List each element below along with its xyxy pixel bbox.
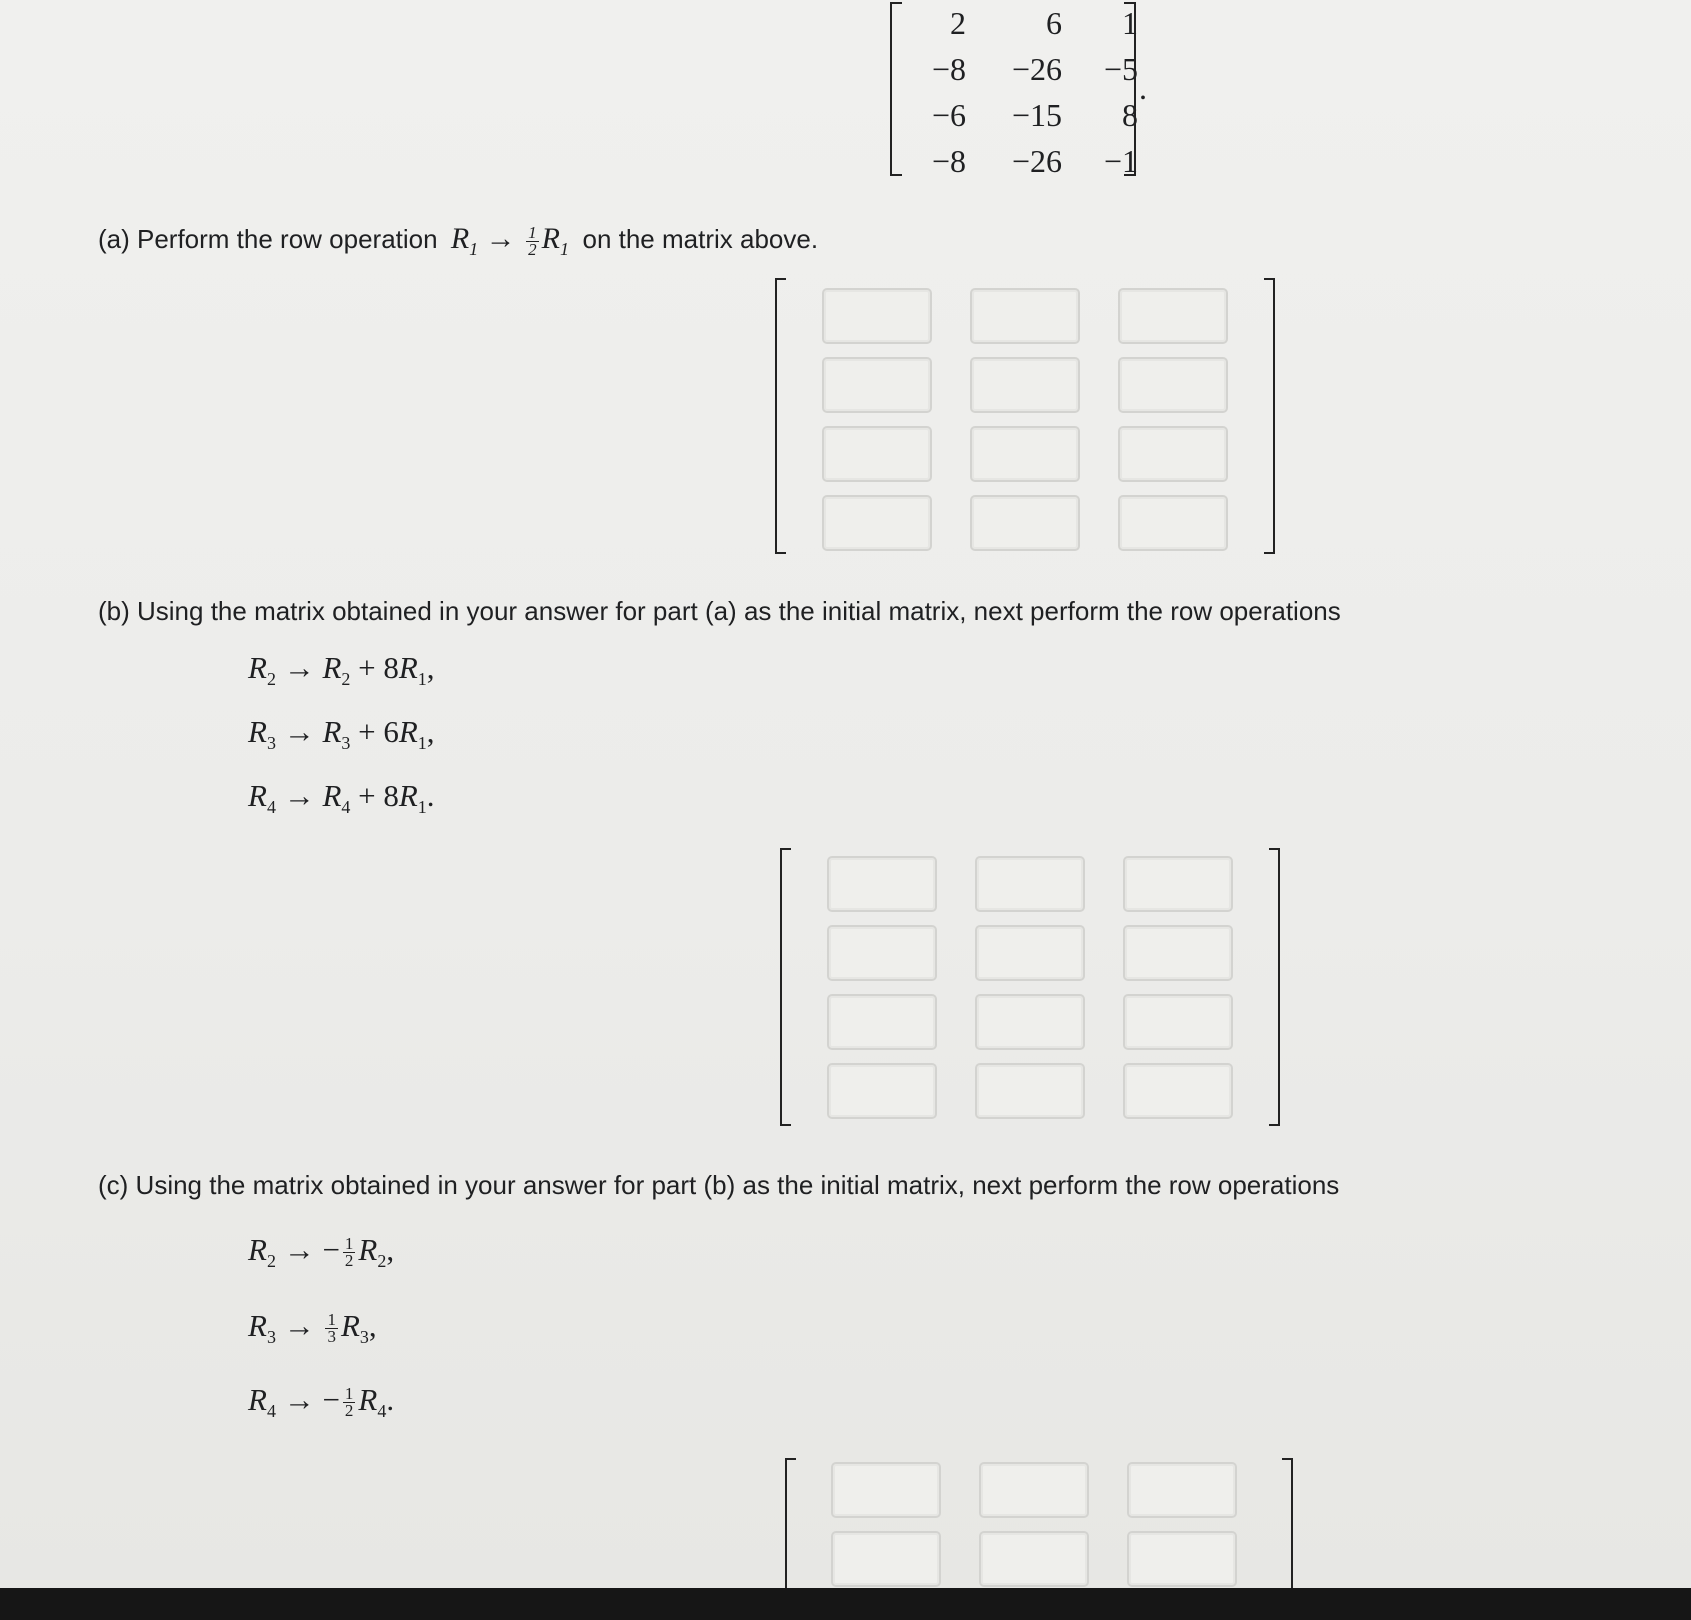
matrix-entry-input[interactable]	[827, 856, 937, 912]
frac-num: 1	[344, 1234, 354, 1254]
op-rhs: R	[322, 714, 342, 749]
matrix-entry-input[interactable]	[827, 925, 937, 981]
op-rhs: R	[322, 778, 342, 813]
matrix-entry-input[interactable]	[1123, 1063, 1233, 1119]
given-matrix-cell: −26	[1011, 51, 1062, 87]
matrix-entry-input[interactable]	[970, 288, 1080, 344]
op-sign: −	[322, 1382, 340, 1417]
arrow: →	[283, 1232, 315, 1267]
matrix-period: .	[1139, 70, 1147, 106]
answer-matrix-c	[785, 1458, 1293, 1588]
matrix-entry-input[interactable]	[970, 495, 1080, 551]
answer-matrix-b	[780, 848, 1280, 1126]
matrix-entry-input[interactable]	[827, 994, 937, 1050]
frac-num: 1	[327, 1310, 336, 1330]
matrix-entry-input[interactable]	[1123, 856, 1233, 912]
right-bracket	[1264, 278, 1275, 554]
op-lhs-sub: 1	[469, 239, 479, 259]
matrix-entry-input[interactable]	[822, 357, 932, 413]
left-bracket	[890, 2, 902, 176]
arrow: →	[283, 1382, 315, 1417]
op-lhs: R	[248, 1232, 267, 1267]
op-lhs: R	[248, 778, 267, 813]
given-matrix-cell: 2	[950, 5, 966, 41]
given-matrix-cell: 8	[1122, 97, 1138, 133]
right-bracket	[1124, 2, 1136, 176]
op-r-sub: 1	[417, 669, 427, 690]
op-end: ,	[386, 1232, 395, 1267]
op-rhs: R	[358, 1382, 378, 1417]
arrow: →	[283, 778, 315, 813]
fraction	[343, 1236, 356, 1269]
op-lhs: R	[248, 714, 267, 749]
matrix-entry-input[interactable]	[1118, 426, 1228, 482]
op-end: ,	[426, 714, 435, 749]
given-matrix	[890, 0, 1136, 178]
op-end: ,	[368, 1308, 377, 1343]
part-b-instruction: (b) Using the matrix obtained in your answer for part (a) as the initial matrix, next perform the row operations	[98, 596, 1341, 626]
matrix-entry-input[interactable]	[831, 1462, 941, 1518]
matrix-entry-input[interactable]	[1118, 495, 1228, 551]
op-rhs-sub: 4	[377, 1401, 387, 1422]
op-rhs-sub: 3	[359, 1327, 369, 1348]
row-operation	[248, 778, 435, 818]
frac-num: 1	[344, 1384, 354, 1404]
op-rhs-sub: 2	[377, 1251, 387, 1272]
matrix-entry-input[interactable]	[1127, 1462, 1237, 1518]
matrix-entry-input[interactable]	[827, 1063, 937, 1119]
row-operation	[248, 1308, 377, 1348]
op-sign: −	[322, 1232, 340, 1267]
matrix-entry-input[interactable]	[822, 495, 932, 551]
part-c-instruction: (c) Using the matrix obtained in your answer for part (b) as the initial matrix, next perform the row operations	[98, 1170, 1340, 1200]
matrix-entry-input[interactable]	[975, 925, 1085, 981]
op-rhs: R	[340, 1308, 360, 1343]
op-lhs: R	[248, 1382, 267, 1417]
op-rhs: R	[358, 1232, 378, 1267]
right-bracket	[1269, 848, 1280, 1126]
op-lhs-sub: 3	[266, 1327, 276, 1348]
fraction	[325, 1312, 338, 1345]
frac-den: 2	[344, 1401, 354, 1421]
fraction	[526, 222, 539, 259]
given-matrix-cell: −6	[931, 97, 966, 133]
frac-num: 1	[528, 222, 537, 242]
frac-den: 3	[327, 1327, 336, 1347]
op-lhs-sub: 4	[266, 1401, 276, 1422]
matrix-entry-input[interactable]	[1118, 357, 1228, 413]
op-lhs-sub: 3	[266, 733, 276, 754]
frac-den: 2	[528, 239, 537, 259]
left-bracket	[775, 278, 786, 554]
op-lhs-sub: 4	[266, 797, 276, 818]
row-operation	[248, 1232, 394, 1272]
arrow: →	[485, 222, 516, 255]
part-a-instruction	[98, 222, 818, 260]
given-matrix-cell: −8	[931, 51, 966, 87]
matrix-entry-input[interactable]	[979, 1462, 1089, 1518]
matrix-entry-input[interactable]	[822, 288, 932, 344]
matrix-entry-input[interactable]	[975, 994, 1085, 1050]
answer-grid-b	[827, 856, 1233, 1119]
given-matrix-cell: −15	[1011, 97, 1062, 133]
answer-matrix-a	[775, 278, 1275, 554]
left-bracket	[780, 848, 791, 1126]
matrix-entry-input[interactable]	[975, 1063, 1085, 1119]
given-matrix-cell: −5	[1103, 51, 1138, 87]
matrix-entry-input[interactable]	[1127, 1531, 1237, 1587]
answer-grid-a	[822, 288, 1228, 551]
given-matrix-cell: −8	[931, 143, 966, 179]
op-rhs-sub: 1	[559, 239, 569, 259]
op-r: R	[398, 650, 418, 685]
row-operation	[248, 1382, 394, 1422]
matrix-entry-input[interactable]	[1123, 925, 1233, 981]
op-lhs: R	[248, 650, 267, 685]
given-matrix-cell: 6	[1046, 5, 1062, 41]
matrix-entry-input[interactable]	[831, 1531, 941, 1587]
matrix-entry-input[interactable]	[1123, 994, 1233, 1050]
op-rhs-sub: 3	[341, 733, 351, 754]
given-matrix-cell: −26	[1011, 143, 1062, 179]
op-end: .	[386, 1382, 395, 1417]
matrix-entry-input[interactable]	[822, 426, 932, 482]
fraction	[343, 1386, 356, 1419]
part-a-suffix: on the matrix above.	[582, 224, 819, 254]
op-r-sub: 1	[417, 733, 427, 754]
op-lhs: R	[450, 222, 470, 255]
given-matrix-grid	[904, 0, 1138, 184]
part-a-label: (a) Perform the row operation	[98, 224, 438, 254]
op-lhs-sub: 2	[266, 669, 276, 690]
matrix-entry-input[interactable]	[970, 426, 1080, 482]
matrix-entry-input[interactable]	[979, 1531, 1089, 1587]
op-lhs-sub: 2	[266, 1251, 276, 1272]
right-bracket	[1282, 1458, 1293, 1588]
given-matrix-cell: −1	[1103, 143, 1138, 179]
op-plus: + 6	[350, 714, 399, 749]
arrow: →	[283, 1308, 315, 1343]
op-rhs: R	[541, 222, 560, 255]
op-r: R	[398, 714, 418, 749]
left-bracket	[785, 1458, 796, 1588]
op-plus: + 8	[350, 650, 399, 685]
arrow: →	[283, 714, 315, 749]
op-rhs: R	[322, 650, 342, 685]
answer-grid-c	[831, 1462, 1237, 1587]
part-a-operation	[450, 222, 577, 259]
row-operation	[248, 714, 435, 754]
op-rhs-sub: 2	[341, 669, 351, 690]
row-operation	[248, 650, 435, 690]
op-rhs-sub: 4	[341, 797, 351, 818]
op-r-sub: 1	[417, 797, 427, 818]
matrix-entry-input[interactable]	[1118, 288, 1228, 344]
matrix-entry-input[interactable]	[970, 357, 1080, 413]
op-lhs: R	[248, 1308, 267, 1343]
matrix-entry-input[interactable]	[975, 856, 1085, 912]
op-r: R	[398, 778, 418, 813]
op-plus: + 8	[350, 778, 399, 813]
screen-bottom-edge	[0, 1588, 1691, 1620]
op-end: .	[426, 778, 435, 813]
given-matrix-cell: 1	[1122, 5, 1138, 41]
arrow: →	[283, 650, 315, 685]
frac-den: 2	[344, 1251, 354, 1271]
op-end: ,	[426, 650, 435, 685]
